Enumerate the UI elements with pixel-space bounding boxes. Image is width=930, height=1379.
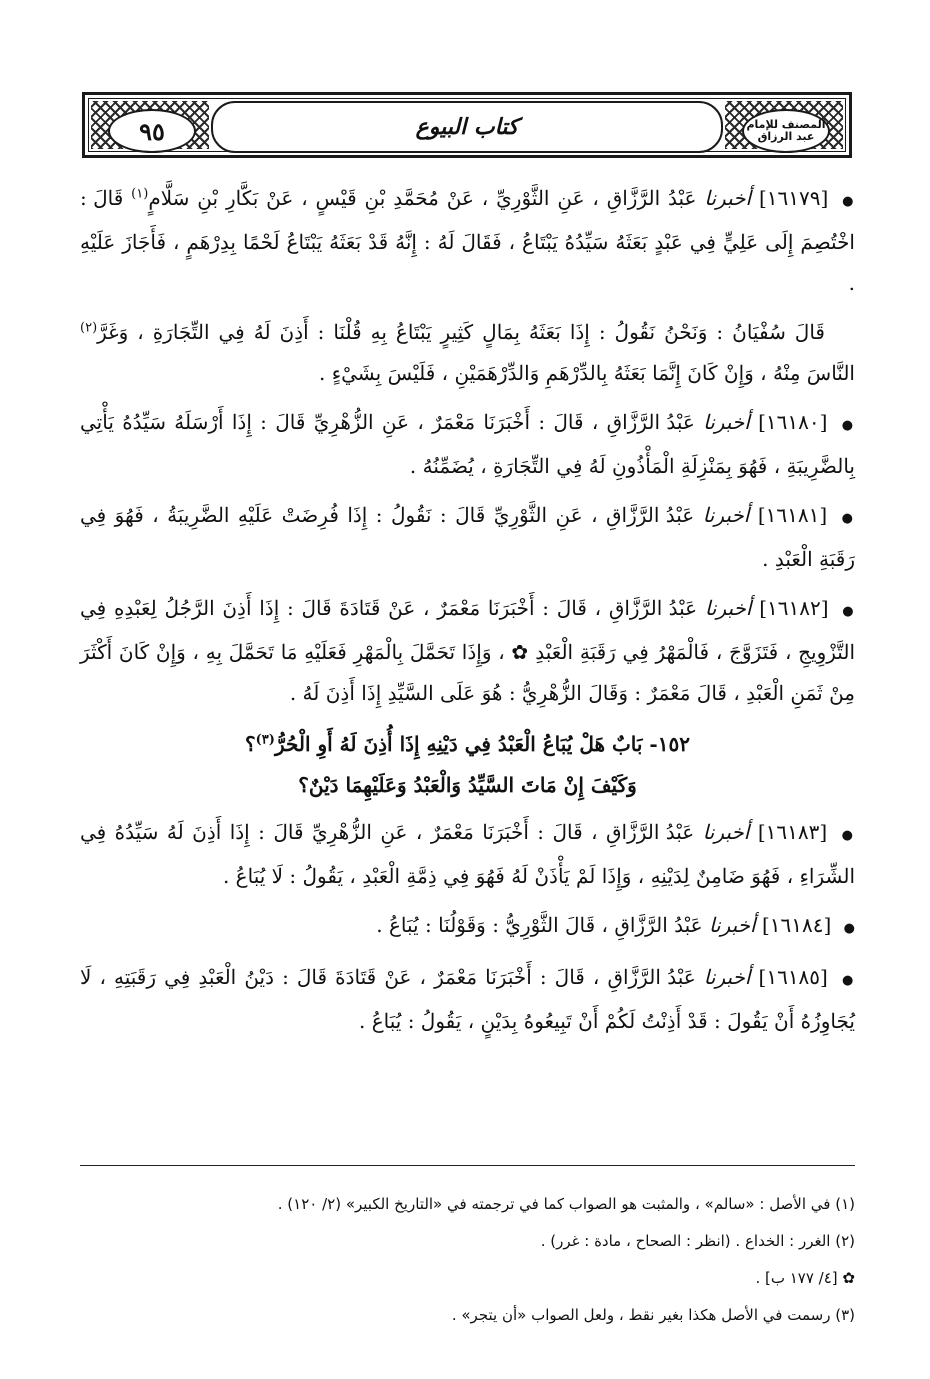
chapter-title-end: ؟ (245, 732, 256, 756)
main-text (80, 178, 855, 1050)
series-logo: المصنف للإمام عبد الرزاق (746, 117, 826, 143)
header-ornament-left (91, 101, 209, 149)
commentary-text: قَالَ سُفْيَانُ : وَنَحْنُ نَقُولُ : إِذَا بَعَثَهُ بِمَالٍ كَثِيرٍ يَبْتَاعُ بِهِ قُلْنَا : أَذِنَ لَهُ فِي التِّجَارَةِ ، وَغَرَّ (97, 320, 825, 344)
commentary-paragraph (80, 312, 855, 394)
hadith-text: عَبْدُ الرَّزَّاقِ ، قَالَ : أَخْبَرَنَا مَعْمَرٌ ، عَنْ قَتَادَةَ قَالَ : إِذَا أَذِنَ الرَّجُلُ لِعَبْدِهِ فِي التَّزْوِيجِ ، فَتَزَوَّجَ ، فَالْمَهْرُ فِي رَقَبَةِ الْعَبْدِ ✿ ، وَإِذَا تَحَمَّلَ بِالْمَهْرِ فَعَلَيْهِ مَا تَحَمَّلَ بِهِ ، وَإِنْ كَانَ أَكْثَرَ مِنْ ثَمَنِ الْعَبْدِ ، قَالَ مَعْمَرٌ : وَقَالَ الزُّهْرِيُّ : هُوَ عَلَى السَّيِّدِ إِذَا أَذِنَ لَهُ . (80, 596, 855, 705)
header-title-frame (211, 101, 723, 153)
hadith-number: [١٦١٧٩] (758, 186, 829, 210)
footnote: (١) في الأصل : «سالم» ، والمثبت هو الصواب كما في ترجمته في «التاريخ الكبير» (٢/ ١٢٠) . (277, 1195, 855, 1213)
hadith-lead: أخبرنا (704, 186, 752, 210)
hadith-entry (80, 812, 855, 897)
hadith-lead: أخبرنا (703, 410, 750, 434)
chapter-title-text: ١٥٢- بَابٌ هَلْ يُبَاعُ الْعَبْدُ فِي دَيْنِهِ إِذَا أُذِنَ لَهُ أَوِ الْحُرُّ (274, 732, 690, 756)
hadith-entry (80, 178, 855, 304)
bullet-icon: ● (842, 604, 856, 619)
hadith-lead: أخبرنا (702, 820, 750, 844)
hadith-text: عَبْدُ الرَّزَّاقِ ، قَالَ : أَخْبَرَنَا مَعْمَرٌ ، عَنِ الزُّهْرِيِّ قَالَ : إِذَا أَذِنَ لَهُ سَيِّدُهُ فِي الشِّرَاءِ ، فَهُوَ ضَامِنٌ لِدَيْنِهِ ، وَإِذَا لَمْ يَأْذَنْ لَهُ فَهُوَ فِي ذِمَّةِ الْعَبْدِ ، يَقُولُ : لَا يُبَاعُ . (80, 820, 855, 888)
hadith-number: [١٦١٨٥] (758, 965, 828, 989)
hadith-text: قَالَ : اخْتُصِمَ إِلَى عَلِيٍّ فِي عَبْدٍ بَعَثَهُ سَيِّدُهُ يَبْتَاعُ ، فَقَالَ لَهُ : إِنَّهُ قَدْ بَعَثَهُ يَبْتَاعُ لَحْمًا بِدِرْهَمٍ ، فَأَجَازَ عَلَيْهِ . (80, 186, 855, 295)
bullet-icon: ● (841, 418, 855, 433)
hadith-text: عَبْدُ الرَّزَّاقِ ، قَالَ : أَخْبَرَنَا مَعْمَرٌ ، عَنِ الزُّهْرِيِّ قَالَ : إِذَا أَرْسَلَهُ سَيِّدُهُ يَأْتِي بِالضَّرِيبَةِ ، فَهُوَ بِمَنْزِلَةِ الْمَأْذُونِ لَهُ فِي التِّجَارَةِ ، يُضَمِّنُهُ . (80, 410, 855, 478)
page-number-oval (108, 109, 196, 153)
chapter-heading (80, 724, 855, 806)
hadith-number: [١٦١٨٣] (757, 820, 828, 844)
chapter-title-line2: وَكَيْفَ إِنْ مَاتَ السَّيِّدُ وَالْعَبْدُ وَعَلَيْهِمَا دَيْنٌ؟ (298, 773, 637, 797)
bullet-icon: ● (841, 828, 856, 843)
chapter-title-line1 (80, 724, 855, 765)
commentary-text: النَّاسَ مِنْهُ ، وَإِنْ كَانَ إِنَّمَا بَعَثَهُ بِالدِّرْهَمِ وَالدِّرْهَمَيْنِ ، فَلَيْسَ بِشَيْءٍ . (319, 361, 855, 385)
footnote-ref: (٢) (80, 320, 98, 336)
hadith-text: عَبْدُ الرَّزَّاقِ ، عَنِ الثَّوْرِيِّ قَالَ : نَقُولُ : إِذَا فُرِضَتْ عَلَيْهِ الضَّرِيبَةُ ، فَهُوَ فِي رَقَبَةِ الْعَبْدِ . (80, 503, 855, 571)
hadith-entry (80, 957, 855, 1042)
hadith-number: [١٦١٨٢] (759, 596, 829, 620)
hadith-entry (80, 402, 855, 487)
bullet-icon: ● (842, 194, 856, 209)
page-header (82, 92, 852, 158)
footnote: (٢) الغرر : الخداع . (انظر : الصحاح ، مادة : غرر) . (540, 1232, 855, 1250)
hadith-number: [١٦١٨٠] (758, 410, 828, 434)
footnote-separator (80, 1165, 855, 1166)
hadith-entry (80, 588, 855, 714)
hadith-number: [١٦١٨١] (757, 503, 828, 527)
series-logo-oval (742, 109, 830, 153)
footnotes (80, 1186, 855, 1334)
hadith-lead: أخبرنا (702, 503, 750, 527)
hadith-lead: أخبرنا (704, 596, 752, 620)
hadith-text: عَبْدُ الرَّزَّاقِ ، قَالَ : أَخْبَرَنَا مَعْمَرٌ ، عَنْ قَتَادَةَ قَالَ : دَيْنُ الْعَبْدِ فِي رَقَبَتِهِ ، لَا يُجَاوِزُهُ أَنْ يَقُولَ : قَدْ أَذِنْتُ لَكُمْ أَنْ تَبِيعُوهُ بِدَيْنٍ ، يَقُولُ : يُبَاعُ . (80, 965, 855, 1033)
hadith-lead: أخبرنا (708, 913, 756, 937)
hadith-lead: أخبرنا (703, 965, 751, 989)
footnote: ✿ [٤/ ١٧٧ ب] . (755, 1269, 855, 1287)
footnote: (٣) رسمت في الأصل هكذا بغير نقط ، ولعل الصواب «أن يتجر» . (451, 1306, 855, 1324)
footnote-ref: (٣) (255, 732, 275, 748)
hadith-text: عَبْدُ الرَّزَّاقِ ، عَنِ الثَّوْرِيِّ ، عَنْ مُحَمَّدِ بْنِ قَيْسٍ ، عَنْ بَكَّارِ بْنِ سَلَّامٍ (148, 186, 697, 210)
bullet-icon: ● (841, 511, 856, 526)
page-number: ٩٥ (139, 116, 165, 146)
book-title: كتاب البيوع (415, 114, 519, 140)
bullet-icon: ● (843, 921, 855, 936)
hadith-number: [١٦١٨٤] (761, 913, 832, 937)
footnote-ref: (١) (131, 186, 149, 202)
hadith-text: عَبْدُ الرَّزَّاقِ ، قَالَ الثَّوْرِيُّ : وَقَوْلُنَا : يُبَاعُ . (376, 913, 703, 937)
hadith-entry (80, 495, 855, 580)
bullet-icon: ● (841, 973, 855, 988)
header-ornament-right (725, 101, 843, 149)
hadith-entry (80, 905, 855, 949)
